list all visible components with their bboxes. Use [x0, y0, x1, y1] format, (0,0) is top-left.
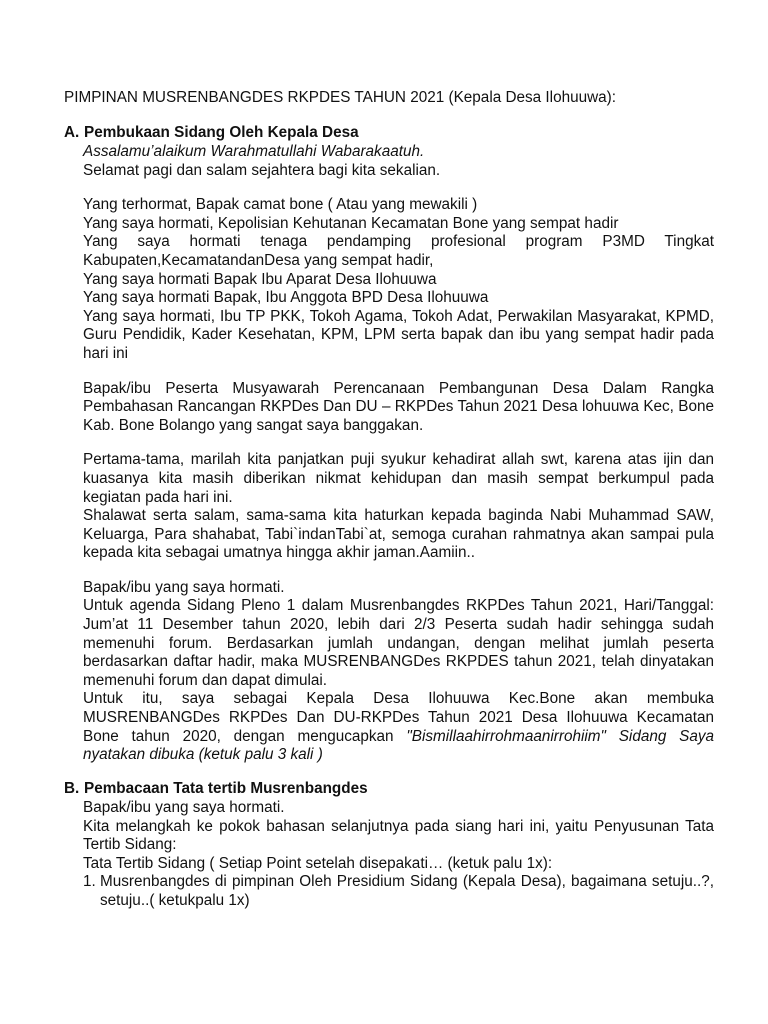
list-item: [83, 873, 714, 910]
spacer: [83, 435, 714, 451]
membuka-paragraph: [83, 690, 714, 764]
hormat-paragraph: Bapak/ibu yang saya hormati.: [83, 578, 285, 596]
hormat-paragraph: Bapak/ibu yang saya hormati.: [83, 799, 285, 816]
syukur-paragraph: Pertama-tama, marilah kita panjatkan puji syukur kehadirat allah swt, karena atas ijin dan kuasanya kita masih diberikan nikmat kehidupan dan masih sempat berkumpul pada kegiatan pada hari ini.: [83, 451, 714, 506]
section-b-heading: [64, 780, 368, 798]
section-b-body: [83, 799, 714, 911]
shalawat-paragraph: Shalawat serta salam, sama-sama kita haturkan kepada baginda Nabi Muhammad SAW, Keluarga, Para shahabat, Tabi`indanTabi`at, semoga curahan rahmatnya akan sampai pula kepada kita sebagai umatnya hingga akhir jaman.Aamiin..: [83, 507, 714, 562]
spacer: [83, 364, 714, 380]
hormat-line: Yang saya hormati tenaga pendamping profesional program P3MD Tingkat Kabupaten,KecamatandanDesa yang sempat hadir,: [83, 233, 714, 269]
peserta-paragraph: Bapak/ibu Peserta Musyawarah Perencanaan Pembangunan Desa Dalam Rangka Pembahasan Rancangan RKPDes Dan DU – RKPDes Tahun 2021 Desa lohuuwa Kec, Bone Kab. Bone Bolango yang sangat saya banggakan.: [83, 379, 714, 434]
agenda-paragraph: Untuk agenda Sidang Pleno 1 dalam Musrenbangdes RKPDes Tahun 2021, Hari/Tanggal: Jum’at 11 Desember tahun 2020, lebih dari 2/3 Peserta sudah hadir sehingga sudah memenuhi forum. Berdasarkan jumlah undangan, dengan melihat jumlah peserta berdasarkan daftar hadir, maka MUSRENBANGDes RKPDES tahun 2021, telah dinyatakan memenuhi forum dan dapat dimulai.: [83, 597, 714, 689]
salam-text: Selamat pagi dan salam sejahtera bagi kita sekalian.: [83, 161, 441, 179]
list-item-number: 1.: [83, 873, 96, 891]
section-a-title: Pembukaan Sidang Oleh Kepala Desa: [84, 124, 359, 141]
document-title: PIMPINAN MUSRENBANGDES RKPDES TAHUN 2021 (Kepala Desa Ilohuuwa):: [64, 89, 617, 106]
spacer: [83, 180, 714, 196]
section-a-letter: A.: [64, 124, 80, 141]
section-a-body: [83, 143, 714, 765]
kita-paragraph: Kita melangkah ke pokok bahasan selanjutnya pada siang hari ini, yaitu Penyusunan Tata Tertib Sidang:: [83, 817, 714, 854]
section-b-title: Pembacaan Tata tertib Musrenbangdes: [84, 780, 368, 797]
hormat-line: Yang saya hormati Bapak Ibu Aparat Desa Ilohuuwa: [83, 270, 437, 288]
hormat-line: Yang saya hormati, Kepolisian Kehutanan Kecamatan Bone yang sempat hadir: [83, 214, 619, 232]
list-item-text: Musrenbangdes di pimpinan Oleh Presidium Sidang (Kepala Desa), bagaimana setuju..?, setuju..( ketukpalu 1x): [100, 873, 714, 909]
section-a-heading: [64, 124, 359, 142]
greeting: Assalamu’alaikum Warahmatullahi Wabarakaatuh.: [83, 143, 425, 160]
membuka-quote: "Bismillaahirrohmaanirrohiim" Sidang Saya nyatakan dibuka (ketuk palu 3 kali ): [83, 727, 714, 764]
hormat-line: Yang saya hormati Bapak, Ibu Anggota BPD Desa Ilohuuwa: [83, 289, 489, 307]
hormat-line: Yang saya hormati, Ibu TP PKK, Tokoh Agama, Tokoh Adat, Perwakilan Masyarakat, KPMD, Guru Pendidik, Kader Kesehatan, KPM, LPM serta bapak dan ibu yang sempat hadir pada hari ini: [83, 307, 714, 362]
tatib-paragraph: Tata Tertib Sidang ( Setiap Point setelah disepakati… (ketuk palu 1x):: [83, 854, 553, 872]
section-b-letter: B.: [64, 780, 80, 797]
spacer: [83, 563, 714, 579]
hormat-line: Yang terhormat, Bapak camat bone ( Atau yang mewakili ): [83, 196, 478, 214]
membuka-text: Untuk itu, saya sebagai Kepala Desa Ilohuuwa Kec.Bone akan membuka MUSRENBANGDes RKPDes Dan DU-RKPDes Tahun 2021 Desa Ilohuuwa Kecamatan Bone tahun 2020, dengan mengucapkan: [83, 690, 714, 745]
